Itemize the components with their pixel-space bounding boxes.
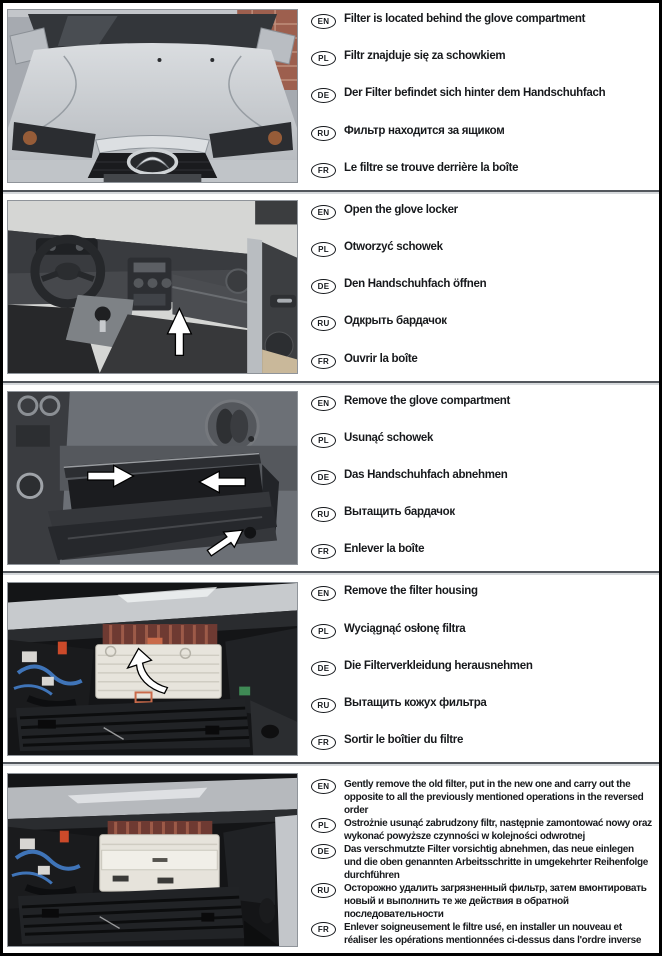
gear-knob [95, 307, 111, 323]
lang-badge-en: EN [311, 779, 336, 794]
instruction-de [311, 843, 652, 882]
lang-badge-fr: FR [311, 544, 336, 559]
instruction-text: Remove the filter housing [344, 585, 478, 598]
instruction-en [311, 585, 652, 601]
instruction-text: Вытащить кожух фильтра [344, 696, 487, 709]
red-clip [60, 830, 69, 842]
lang-badge-ru: RU [311, 126, 336, 141]
green-clip [239, 686, 250, 695]
instruction-text: Вытащить бардачок [344, 506, 455, 519]
door-pillar [247, 238, 262, 373]
filter-housing-photo [7, 582, 298, 756]
mazda-emblem [129, 150, 177, 174]
instruction-en [311, 13, 652, 29]
lang-badge-ru: RU [311, 883, 336, 898]
lang-badge-fr: FR [311, 354, 336, 369]
instruction-ru [311, 125, 652, 141]
instruction-ru [311, 506, 652, 522]
instruction-en [311, 395, 652, 411]
instruction-text: Gently remove the old filter, put in the new one and carry out the opposite to all the previously mentioned operations in the reversed order [344, 779, 644, 817]
instruction-pl [311, 432, 652, 448]
step-3 [3, 385, 659, 572]
lang-badge-en: EN [311, 586, 336, 601]
lang-badge-en: EN [311, 396, 336, 411]
car-interior-glovebox-photo [7, 200, 298, 374]
console-dial [18, 474, 42, 497]
instruction-text: Usunąć schowek [344, 431, 434, 444]
red-clip [58, 641, 67, 654]
step-1 [3, 3, 659, 190]
car-front-photo [7, 9, 298, 183]
lang-badge-pl: PL [311, 51, 336, 66]
instruction-en [311, 778, 652, 817]
instruction-fr [311, 921, 652, 947]
instruction-fr [311, 353, 652, 369]
step-2-instructions [298, 198, 656, 377]
step-3-photo [7, 389, 298, 568]
instruction-fr [311, 162, 652, 178]
instruction-de [311, 469, 652, 485]
instruction-ru [311, 697, 652, 713]
lang-badge-en: EN [311, 14, 336, 29]
instruction-pl [311, 241, 652, 257]
white-connector [20, 838, 35, 849]
instruction-text: Осторожно удалить загрязненный фильтр, затем вмонтировать новый и выполнить те же действия в обратной последовательности [344, 883, 647, 921]
instruction-de [311, 660, 652, 676]
lang-badge-pl: PL [311, 624, 336, 639]
instruction-text: Фильтр находится за ящиком [344, 124, 505, 137]
instruction-text: Remove the glove compartment [344, 394, 511, 407]
instruction-text: Das Handschuhfach abnehmen [344, 468, 508, 481]
license-plate [104, 174, 202, 182]
instruction-de [311, 87, 652, 103]
instruction-text: Enlever soigneusement le filtre usé, en installer un nouveau et réaliser les opérations mentionnées ci-dessus dans l'ordre inverse [344, 922, 642, 947]
lang-badge-de: DE [311, 661, 336, 676]
step-5-photo [7, 770, 298, 949]
filter-removal-photo [7, 773, 298, 947]
step-3-instructions [298, 389, 656, 568]
open-glovebox-photo [7, 391, 298, 565]
lang-badge-pl: PL [311, 818, 336, 833]
lang-badge-fr: FR [311, 735, 336, 750]
instruction-en [311, 204, 652, 220]
air-vent [226, 270, 250, 293]
lang-badge-fr: FR [311, 163, 336, 178]
instruction-text: Filter is located behind the glove compartment [344, 13, 586, 25]
step-5 [3, 766, 659, 953]
white-connector [22, 651, 37, 662]
latch [244, 527, 256, 539]
instruction-text: Wyciągnąć osłonę filtra [344, 622, 466, 635]
instruction-de [311, 278, 652, 294]
instruction-text: Le filtre se trouve derrière la boîte [344, 161, 519, 174]
instruction-ru [311, 315, 652, 331]
instruction-pl [311, 50, 652, 66]
instruction-text: Der Filter befindet sich hinter dem Handschuhfach [344, 87, 606, 100]
instruction-text: Enlever la boîte [344, 543, 425, 556]
stop-knob [259, 898, 275, 923]
step-4-photo [7, 579, 298, 758]
lang-badge-de: DE [311, 88, 336, 103]
step-2 [3, 194, 659, 381]
instruction-text: Open the glove locker [344, 203, 458, 216]
lang-badge-ru: RU [311, 507, 336, 522]
lang-badge-en: EN [311, 205, 336, 220]
lang-badge-fr: FR [311, 922, 336, 937]
step-4-instructions [298, 579, 656, 758]
instruction-ru [311, 882, 652, 921]
instruction-text: Ouvrir la boîte [344, 352, 418, 365]
lang-badge-pl: PL [311, 433, 336, 448]
step-2-photo [7, 198, 298, 377]
lang-badge-de: DE [311, 470, 336, 485]
instruction-text: Filtr znajduje się za schowkiem [344, 50, 506, 63]
lang-badge-de: DE [311, 844, 336, 859]
instruction-text: Die Filterverkleidung herausnehmen [344, 659, 533, 672]
lang-badge-ru: RU [311, 698, 336, 713]
lang-badge-ru: RU [311, 316, 336, 331]
instruction-pl [311, 817, 652, 843]
instruction-text: Den Handschuhfach öffnen [344, 278, 487, 291]
instruction-text: Das verschmutzte Filter vorsichtig abnehmen, das neue einlegen und die oben genannten Arbeitsschritte in umgekehrter Reihenfolge durchführen [344, 844, 649, 882]
lang-badge-pl: PL [311, 242, 336, 257]
step-5-instructions [298, 770, 656, 949]
drawer-handle [153, 858, 168, 862]
lang-badge-de: DE [311, 279, 336, 294]
step-1-photo [7, 7, 298, 186]
instruction-fr [311, 734, 652, 750]
step-4 [3, 575, 659, 762]
instruction-text: Otworzyć schowek [344, 240, 443, 253]
instruction-pl [311, 623, 652, 639]
step-1-instructions [298, 7, 656, 186]
instruction-text: Одкрыть бардачок [344, 315, 447, 328]
instruction-text: Ostrożnie usunąć zabrudzony filtr, następnie zamontować nowy oraz wykonać powyższe czynności w kolejności odwrotnej [344, 818, 652, 843]
instruction-fr [311, 543, 652, 559]
door-handle [277, 299, 292, 303]
instruction-text: Sortir le boîtier du filtre [344, 734, 464, 747]
